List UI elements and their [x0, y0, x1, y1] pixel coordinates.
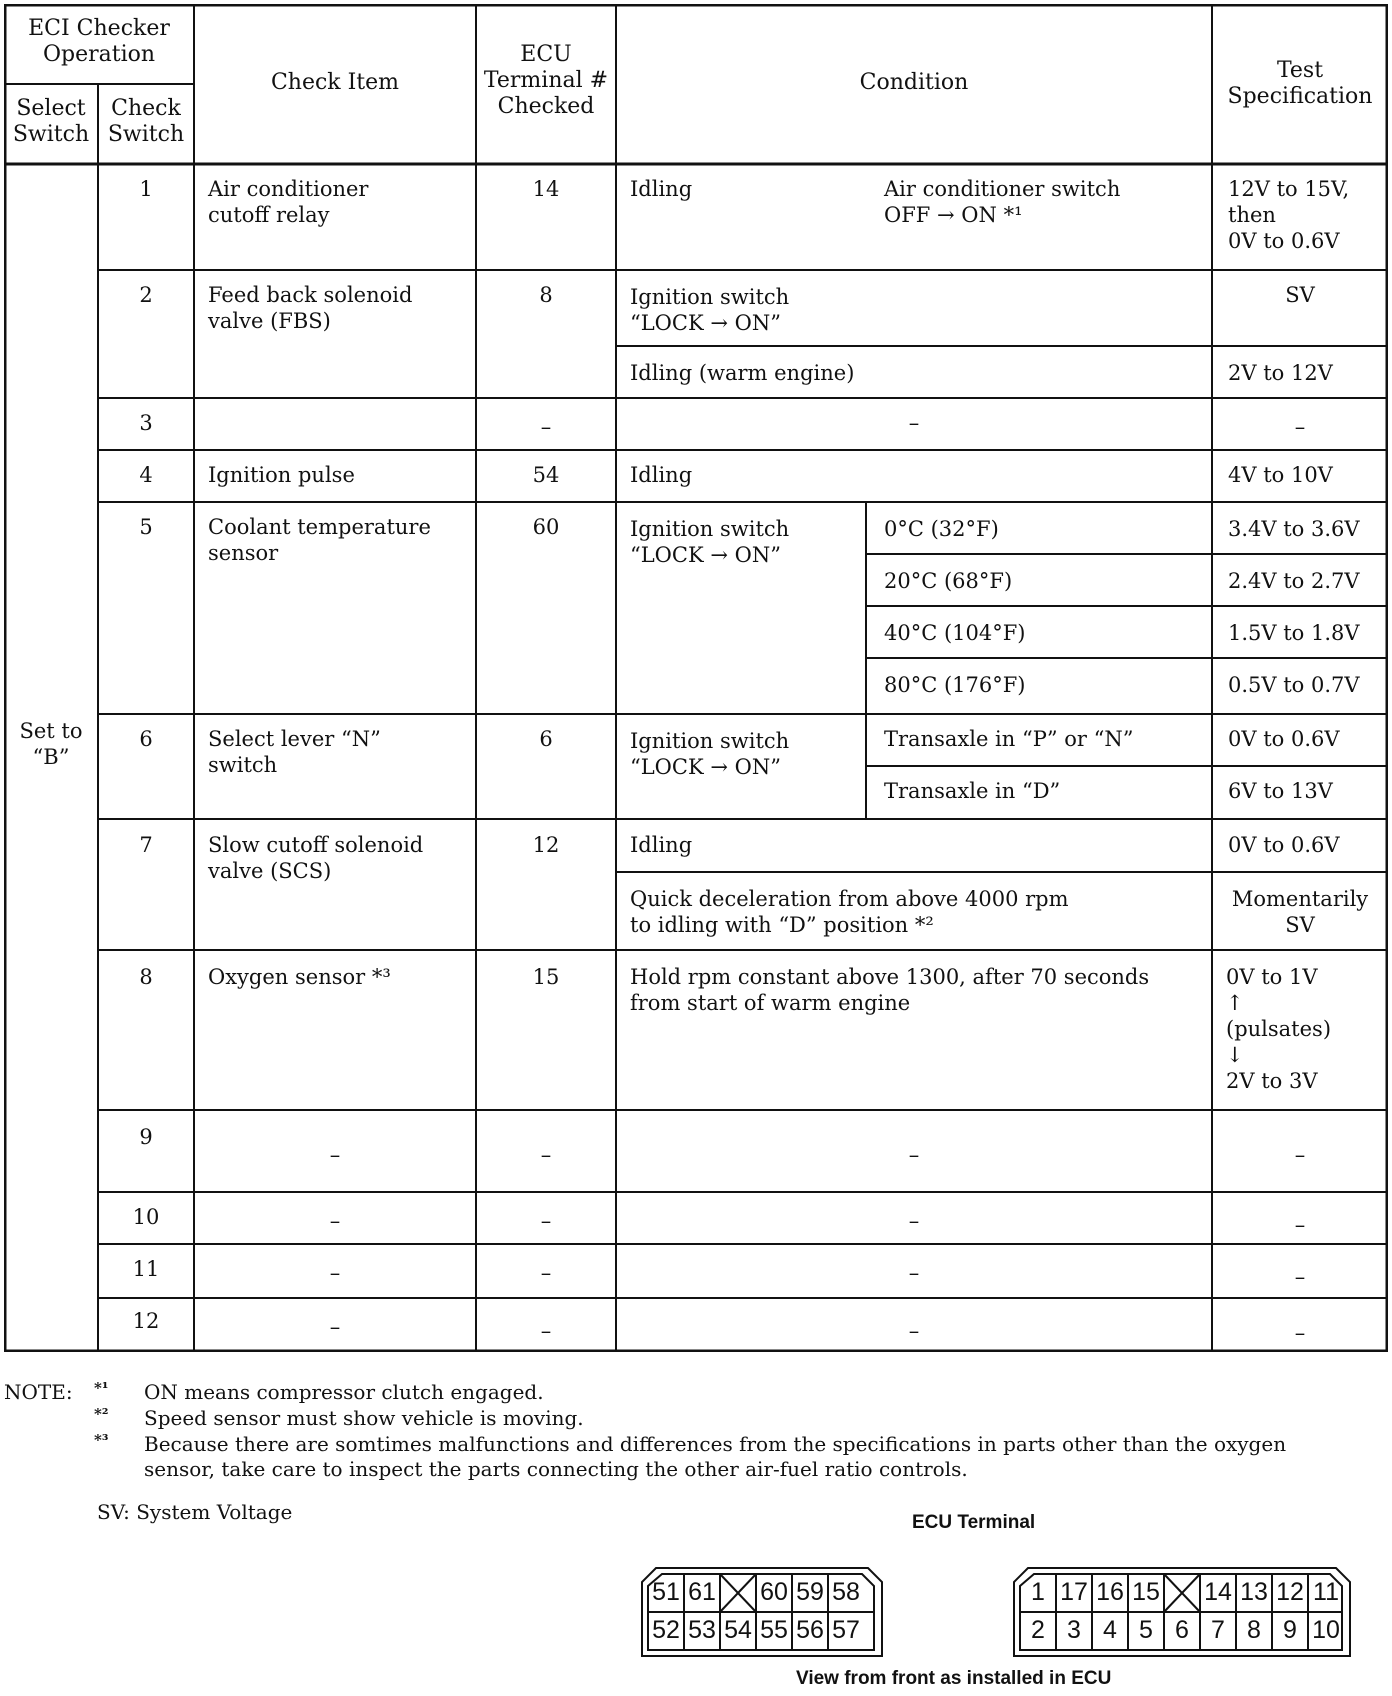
row-2-switch: 2: [139, 283, 153, 307]
row-7-switch: 7: [139, 833, 153, 857]
row-10-cond: –: [908, 1209, 920, 1233]
header-eci-operation: ECI Checker Operation: [28, 16, 170, 67]
ecu-connector-left: [640, 1566, 884, 1658]
row-6-switch: 6: [139, 727, 153, 751]
row-6-cond-a: Ignition switch “LOCK → ON”: [630, 729, 790, 779]
row-5-terminal: 60: [532, 515, 560, 539]
row-8-switch: 8: [139, 965, 153, 989]
row-4-terminal: 54: [532, 463, 560, 487]
row-10-spec: –: [1294, 1213, 1306, 1237]
ecu-terminal-title: ECU Terminal: [912, 1512, 1036, 1533]
row-5-spec-1: 3.4V to 3.6V: [1228, 517, 1360, 541]
ecu-pin-14: 14: [1204, 1578, 1232, 1606]
ecu-pin-54: 54: [724, 1616, 752, 1644]
row-11-switch: 11: [132, 1257, 160, 1281]
row-1-switch: 1: [139, 177, 153, 201]
ecu-connector-right: [1012, 1566, 1352, 1658]
ecu-pin-1: 1: [1031, 1578, 1045, 1606]
note-3-text: Because there are somtimes malfunctions and differences from the specifications in parts other than the oxygen sensor, take care to inspect the parts connecting the other air-fuel ratio controls.: [144, 1432, 1287, 1481]
row-1-spec: 12V to 15V, then 0V to 0.6V: [1228, 177, 1350, 253]
row-2-item: Feed back solenoid valve (FBS): [208, 283, 413, 333]
note-1-mark: *¹: [94, 1379, 109, 1397]
ecu-pin-60: 60: [760, 1578, 788, 1606]
row-2-spec: SV: [1285, 283, 1315, 307]
ecu-pin-7: 7: [1211, 1616, 1225, 1644]
ecu-pin-3: 3: [1067, 1616, 1081, 1644]
row-8-cond: Hold rpm constant above 1300, after 70 seconds from start of warm engine: [630, 965, 1150, 1015]
ecu-pin-8: 8: [1247, 1616, 1261, 1644]
notes-section: [4, 1380, 1384, 1482]
ecu-pin-55: 55: [760, 1616, 788, 1644]
ecu-pin-11: 11: [1313, 1578, 1339, 1606]
row-9-switch: 9: [139, 1125, 153, 1149]
ecu-caption: View from front as installed in ECU: [796, 1668, 1112, 1689]
ecu-pin-12: 12: [1276, 1578, 1304, 1606]
row-1-terminal: 14: [532, 177, 560, 201]
header-condition: Condition: [859, 70, 969, 95]
row-6-item: Select lever “N” switch: [208, 727, 381, 777]
row-8-spec: 0V to 1V ↑ (pulsates) ↓ 2V to 3V: [1226, 965, 1332, 1093]
ecu-pin-6: 6: [1175, 1616, 1189, 1644]
row-5-temp-4: 80°C (176°F): [884, 673, 1026, 697]
row-1-cond-a: Idling: [630, 177, 693, 201]
ecu-pin-16: 16: [1096, 1578, 1124, 1606]
row-5-temp-2: 20°C (68°F): [884, 569, 1013, 593]
header-ecu-terminal: ECU Terminal # Checked: [483, 42, 609, 119]
row-12-spec: –: [1294, 1321, 1306, 1345]
row-7-cond-c: Quick deceleration from above 4000 rpm to idling with “D” position *²: [630, 887, 1069, 937]
row-9-spec: –: [1294, 1143, 1306, 1167]
row-12-cond: –: [908, 1319, 920, 1343]
ecu-pin-4: 4: [1103, 1616, 1117, 1644]
row-4-item: Ignition pulse: [208, 463, 355, 487]
row-10-terminal: –: [540, 1209, 552, 1233]
row-3-cond: –: [908, 411, 920, 435]
row-8-item: Oxygen sensor *³: [208, 965, 391, 989]
header-select-switch: Select Switch: [12, 96, 90, 147]
row-11-spec: –: [1294, 1265, 1306, 1289]
ecu-pin-10: 10: [1312, 1616, 1340, 1644]
row-5-cond-a: Ignition switch “LOCK → ON”: [630, 517, 790, 567]
sv-definition: SV: System Voltage: [97, 1500, 293, 1524]
row-5-temp-1: 0°C (32°F): [884, 517, 999, 541]
note-3-mark: *³: [94, 1431, 109, 1449]
note-2-text: Speed sensor must show vehicle is moving.: [144, 1406, 584, 1430]
row-2-spec-c: 2V to 12V: [1228, 361, 1333, 385]
ecu-pin-13: 13: [1240, 1578, 1268, 1606]
row-6-terminal: 6: [539, 727, 553, 751]
row-7-cond: Idling: [630, 833, 693, 857]
row-5-temp-3: 40°C (104°F): [884, 621, 1026, 645]
header-check-switch: Check Switch: [107, 96, 185, 147]
row-7-item: Slow cutoff solenoid valve (SCS): [208, 833, 424, 883]
ecu-pin-53: 53: [688, 1616, 716, 1644]
row-6-sub-2: Transaxle in “D”: [884, 779, 1061, 803]
ecu-pin-15: 15: [1132, 1578, 1160, 1606]
row-11-item: –: [329, 1261, 341, 1285]
row-6-sub-1: Transaxle in “P” or “N”: [884, 727, 1134, 751]
row-4-cond: Idling: [630, 463, 693, 487]
row-9-cond: –: [908, 1143, 920, 1167]
row-4-switch: 4: [139, 463, 153, 487]
header-check-item: Check Item: [270, 70, 400, 95]
row-3-switch: 3: [139, 411, 153, 435]
row-12-switch: 12: [132, 1309, 160, 1333]
row-12-item: –: [329, 1315, 341, 1339]
row-5-spec-2: 2.4V to 2.7V: [1228, 569, 1360, 593]
ecu-pin-17: 17: [1060, 1578, 1088, 1606]
row-5-switch: 5: [139, 515, 153, 539]
ecu-pin-59: 59: [796, 1578, 824, 1606]
ecu-pin-2: 2: [1031, 1616, 1045, 1644]
row-11-terminal: –: [540, 1261, 552, 1285]
row-5-spec-3: 1.5V to 1.8V: [1228, 621, 1360, 645]
ecu-pin-5: 5: [1139, 1616, 1153, 1644]
notes-label: NOTE:: [4, 1380, 73, 1404]
select-switch-value: Set to “B”: [19, 719, 83, 769]
row-7-spec: 0V to 0.6V: [1228, 833, 1340, 857]
row-6-spec-2: 6V to 13V: [1228, 779, 1333, 803]
row-8-terminal: 15: [532, 965, 560, 989]
ecu-pin-58: 58: [832, 1578, 860, 1606]
note-2-mark: *²: [94, 1405, 109, 1423]
row-12-terminal: –: [540, 1319, 552, 1343]
header-test-spec: Test Specification: [1227, 58, 1373, 109]
row-11-cond: –: [908, 1261, 920, 1285]
row-7-terminal: 12: [532, 833, 560, 857]
ecu-pin-57: 57: [832, 1616, 860, 1644]
row-5-spec-4: 0.5V to 0.7V: [1228, 673, 1360, 697]
spec-table: [4, 4, 1388, 1352]
row-3-spec: –: [1294, 415, 1306, 439]
row-2-terminal: 8: [539, 283, 553, 307]
row-9-terminal: –: [540, 1143, 552, 1167]
row-9-item: –: [329, 1143, 341, 1167]
ecu-pin-56: 56: [796, 1616, 824, 1644]
ecu-pin-51: 51: [652, 1578, 680, 1606]
row-10-item: –: [329, 1209, 341, 1233]
ecu-pin-61: 61: [688, 1578, 716, 1606]
note-1-text: ON means compressor clutch engaged.: [144, 1380, 544, 1404]
row-5-item: Coolant temperature sensor: [208, 515, 431, 565]
row-3-terminal: –: [540, 415, 552, 439]
row-7-spec-c: Momentarily SV: [1231, 887, 1369, 937]
row-6-spec-1: 0V to 0.6V: [1228, 727, 1340, 751]
row-1-item: Air conditioner cutoff relay: [208, 177, 369, 227]
ecu-pin-9: 9: [1283, 1616, 1297, 1644]
row-2-cond-c: Idling (warm engine): [630, 361, 855, 385]
row-10-switch: 10: [132, 1205, 160, 1229]
row-2-cond-a: Ignition switch “LOCK → ON”: [630, 285, 790, 335]
row-4-spec: 4V to 10V: [1228, 463, 1333, 487]
row-1-cond-b: Air conditioner switch OFF → ON *¹: [884, 177, 1121, 227]
ecu-pin-52: 52: [652, 1616, 680, 1644]
